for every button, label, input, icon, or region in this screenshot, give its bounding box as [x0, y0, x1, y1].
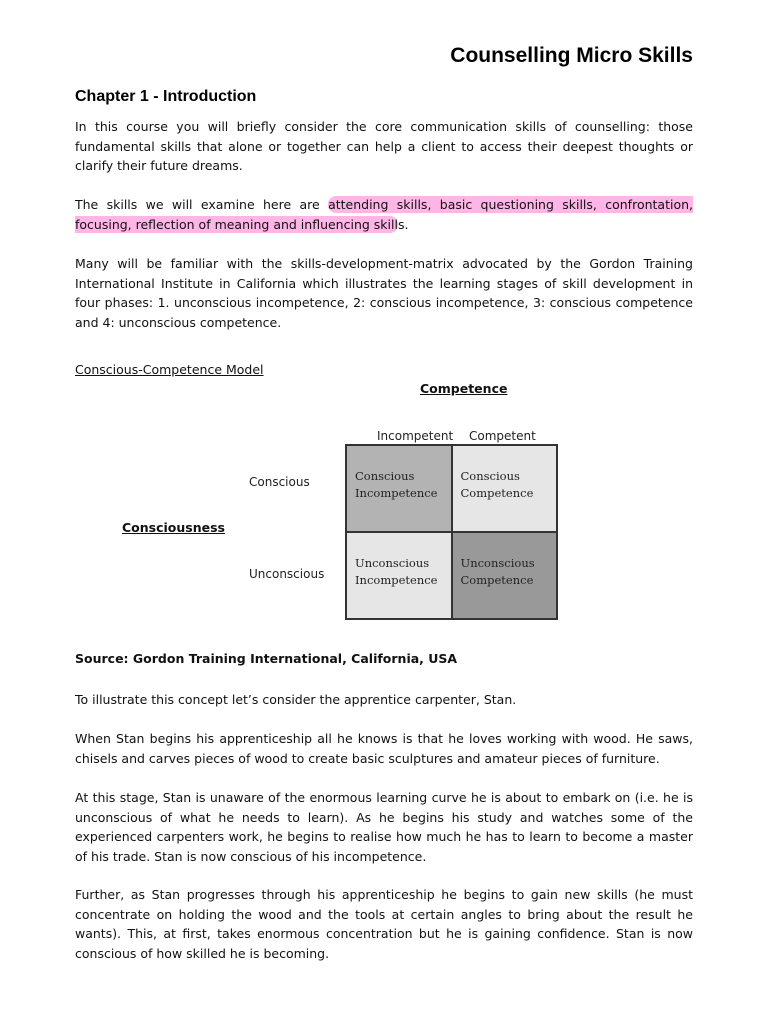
paragraph-stan-further: Further, as Stan progresses through his apprenticeship he begins to gain new skills (he must concentrate on holding the wood and the tools at certain angles to bring about the result he wants). This, at first, takes enormous concentration but he is gaining confidence. Stan is now conscious of how skilled he is becoming.	[75, 887, 693, 961]
paragraph-matrix: Many will be familiar with the skills-development-matrix advocated by the Gordon Training International Institute in California which illustrates the learning stages of skill development in four phases: 1. unconscious incompetence, 2: conscious incompetence, 3: conscious competence and 4: unconscious competence.	[75, 256, 693, 330]
skills-suffix: s.	[397, 216, 409, 232]
model-heading: Conscious-Competence Model	[75, 362, 264, 377]
paragraph-intro: In this course you will briefly consider the core communication skills of counselling: those fundamental skills that alone or together can help a client to access their deepest thoughts or clarify their future dreams.	[75, 119, 693, 173]
matrix-cell-unconscious-competence: Unconscious Competence	[452, 532, 558, 619]
competence-matrix	[345, 444, 558, 620]
skills-prefix: The skills we will examine here are	[75, 197, 329, 212]
paragraph-stan-begin: When Stan begins his apprenticeship all he knows is that he loves working with wood. He saws, chisels and carves pieces of wood to create basic sculptures and amateur pieces of furniture.	[75, 731, 693, 766]
column-label-incompetent: Incompetent	[377, 429, 454, 443]
paragraph-stan-stage: At this stage, Stan is unaware of the enormous learning curve he is about to embark on (i.e. he is unconscious of what he needs to learn). As he begins his study and watches some of the experienced carpenters work, he begins to realise how much he has to learn to become a master of his trade. Stan is now conscious of his incompetence.	[75, 790, 693, 864]
matrix-cell-conscious-incompetence: Conscious Incompetence	[346, 445, 452, 532]
chapter-heading: Chapter 1 - Introduction	[75, 88, 257, 105]
model-source: Source: Gordon Training International, California, USA	[75, 651, 458, 666]
row-label-conscious: Conscious	[249, 475, 310, 489]
paragraph-skills	[75, 195, 693, 234]
column-label-competent: Competent	[469, 429, 536, 443]
matrix-cell-conscious-competence: Conscious Competence	[452, 445, 558, 532]
row-label-unconscious: Unconscious	[249, 567, 325, 581]
matrix-cell-unconscious-incompetence: Unconscious Incompetence	[346, 532, 452, 619]
document-title: Counselling Micro Skills	[450, 44, 693, 67]
consciousness-axis-title: Consciousness	[122, 520, 225, 535]
paragraph-stan-intro: To illustrate this concept let’s consider the apprentice carpenter, Stan.	[75, 692, 517, 707]
competence-axis-title: Competence	[420, 381, 508, 396]
skills-highlight: attending skills, basic questioning skills, confrontation, focusing, reflection of meaning and influencing skill	[75, 197, 693, 232]
